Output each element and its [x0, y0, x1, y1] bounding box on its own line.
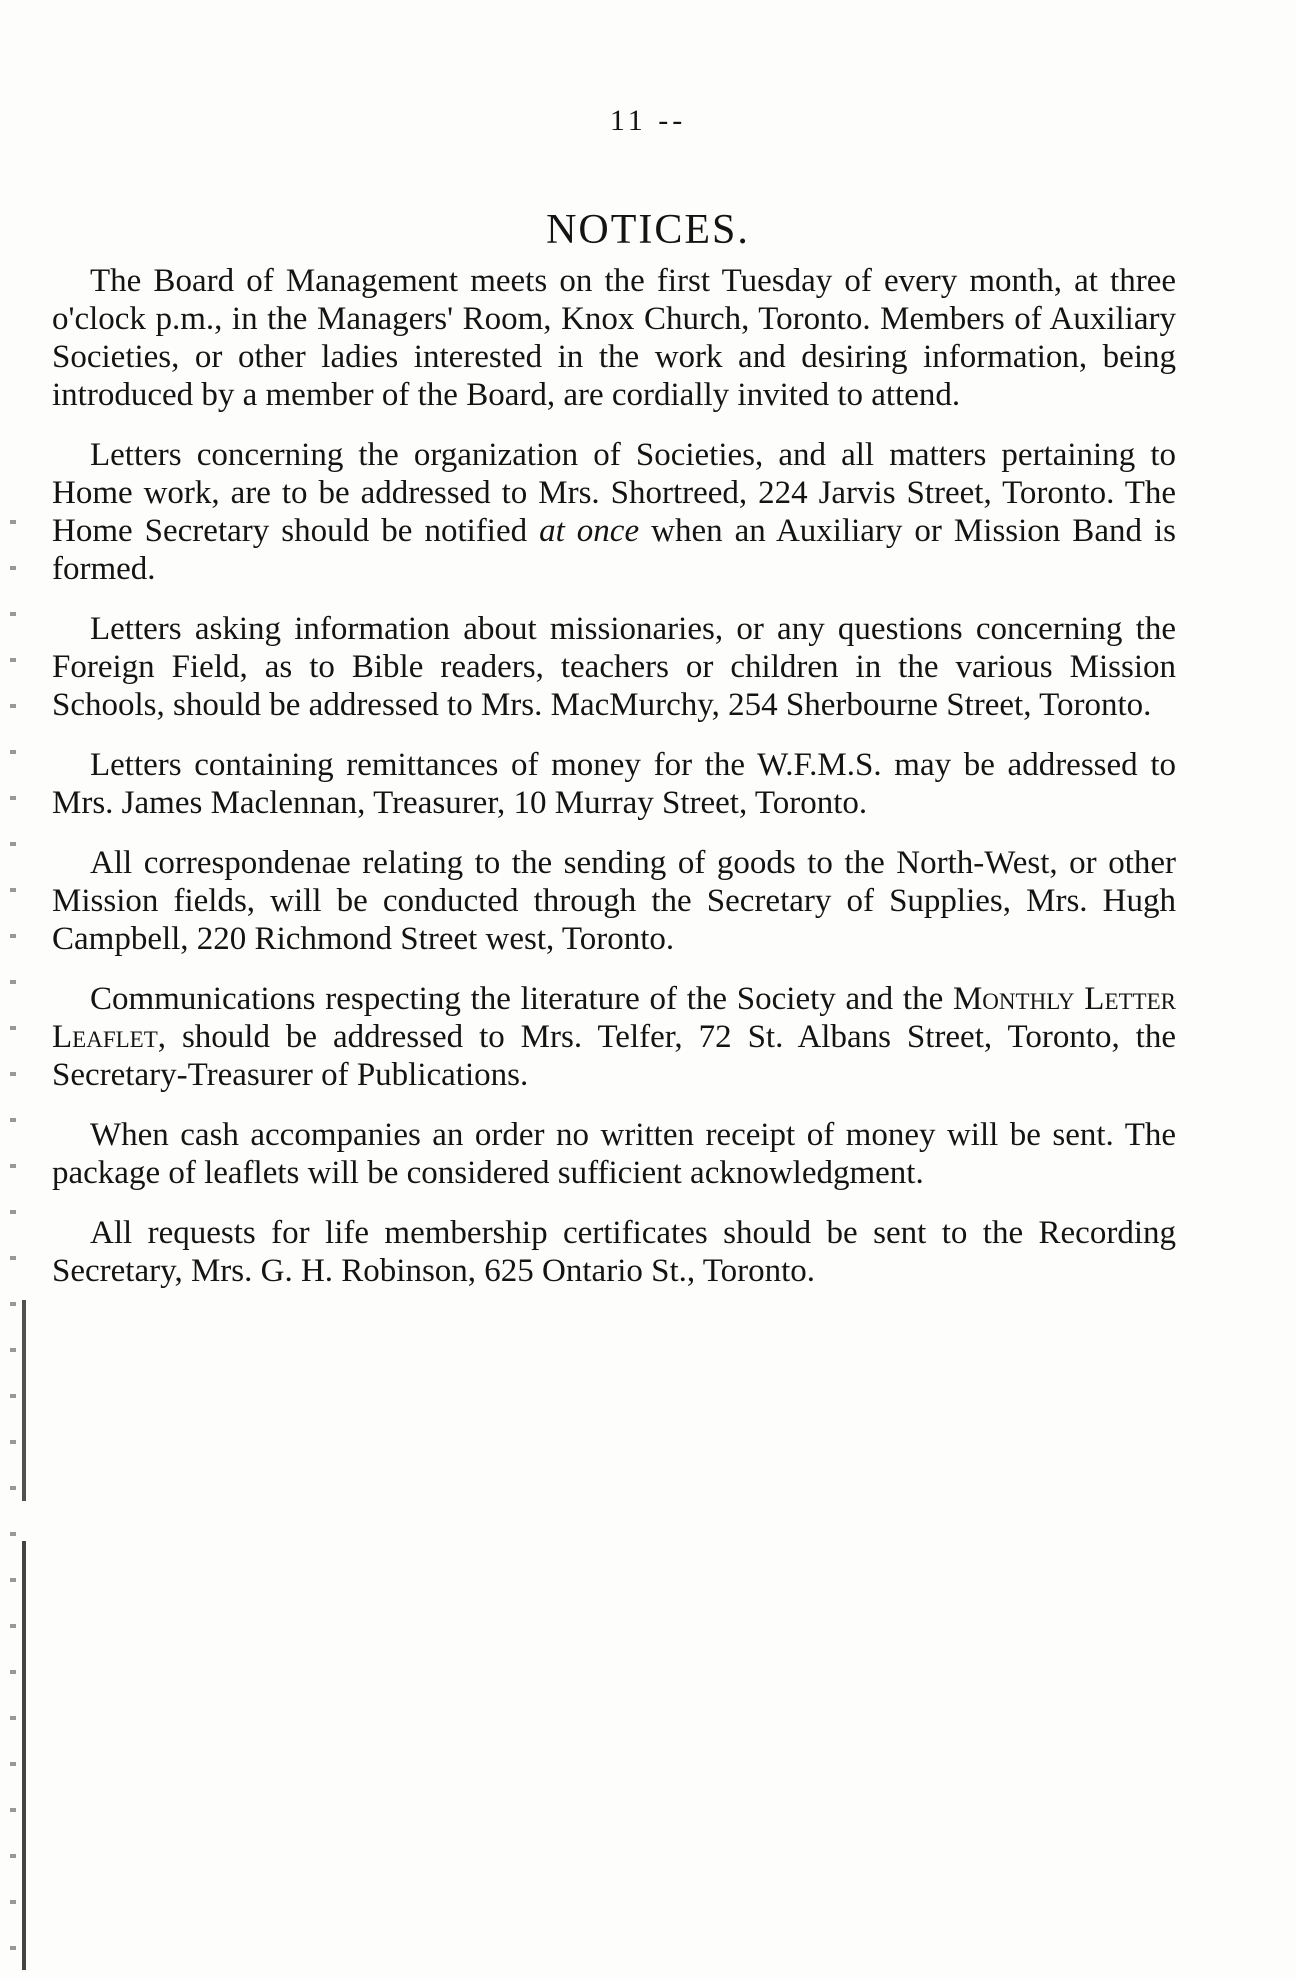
notice-cash-orders: When cash accompanies an order no written receipt of money will be sent. The package of leaflets will be considered sufficient acknowledgment.	[52, 1117, 1176, 1191]
notice-text: Communications respecting the literature of the Society and the	[90, 981, 953, 1017]
notice-text: when an Auxiliary or Mission Band is formed.	[52, 513, 1176, 587]
notices-body	[52, 262, 1176, 1312]
page-title: NOTICES.	[546, 207, 750, 254]
notice-supplies-correspondence: All correspondenae relating to the sending of goods to the North-West, or other Mission fields, will be conducted through the Secretary of Supplies, Mrs. Hugh Campbell, 220 Richmond Street west, Toronto.	[52, 845, 1176, 957]
notice-emphasis: at once	[539, 513, 640, 549]
notice-life-membership: All requests for life membership certificates should be sent to the Recording Secretary, Mrs. G. H. Robinson, 625 Ontario St., Toronto.	[52, 1215, 1176, 1289]
binding-edge-line	[22, 1300, 26, 1970]
notice-home-work-letters	[52, 436, 1176, 588]
notice-board-meetings: The Board of Management meets on the first Tuesday of every month, at three o'clock p.m., in the Managers' Room, Knox Church, Toronto. Members of Auxiliary Societies, or other ladies interested in the work and desiring information, being introduced by a member of the Board, are cordially invited to attend.	[52, 263, 1176, 413]
notice-literature-communications	[52, 980, 1176, 1094]
page-number: 11 --	[609, 104, 687, 137]
notice-foreign-field-letters: Letters asking information about missionaries, or any questions concerning the Foreign Field, as to Bible readers, teachers or children in the various Mission Schools, should be addressed to Mrs. MacMurchy, 254 Sherbourne Street, Toronto.	[52, 611, 1176, 723]
binding-margin-marks	[10, 520, 16, 1960]
notice-text: , should be addressed to Mrs. Telfer, 72 St. Albans Street, Toronto, the Secretary-Treasurer of Publications.	[52, 1019, 1176, 1093]
leaflet-title: Monthly Letter Leaflet	[52, 981, 1176, 1055]
notice-remittances: Letters containing remittances of money for the W.F.M.S. may be addressed to Mrs. James Maclennan, Treasurer, 10 Murray Street, Toronto.	[52, 747, 1176, 821]
notice-text: Letters concerning the organization of Societies, and all matters pertaining to Home work, are to be addressed to Mrs. Shortreed, 224 Jarvis Street, Toronto. The Home Secretary should be notified	[52, 437, 1176, 549]
